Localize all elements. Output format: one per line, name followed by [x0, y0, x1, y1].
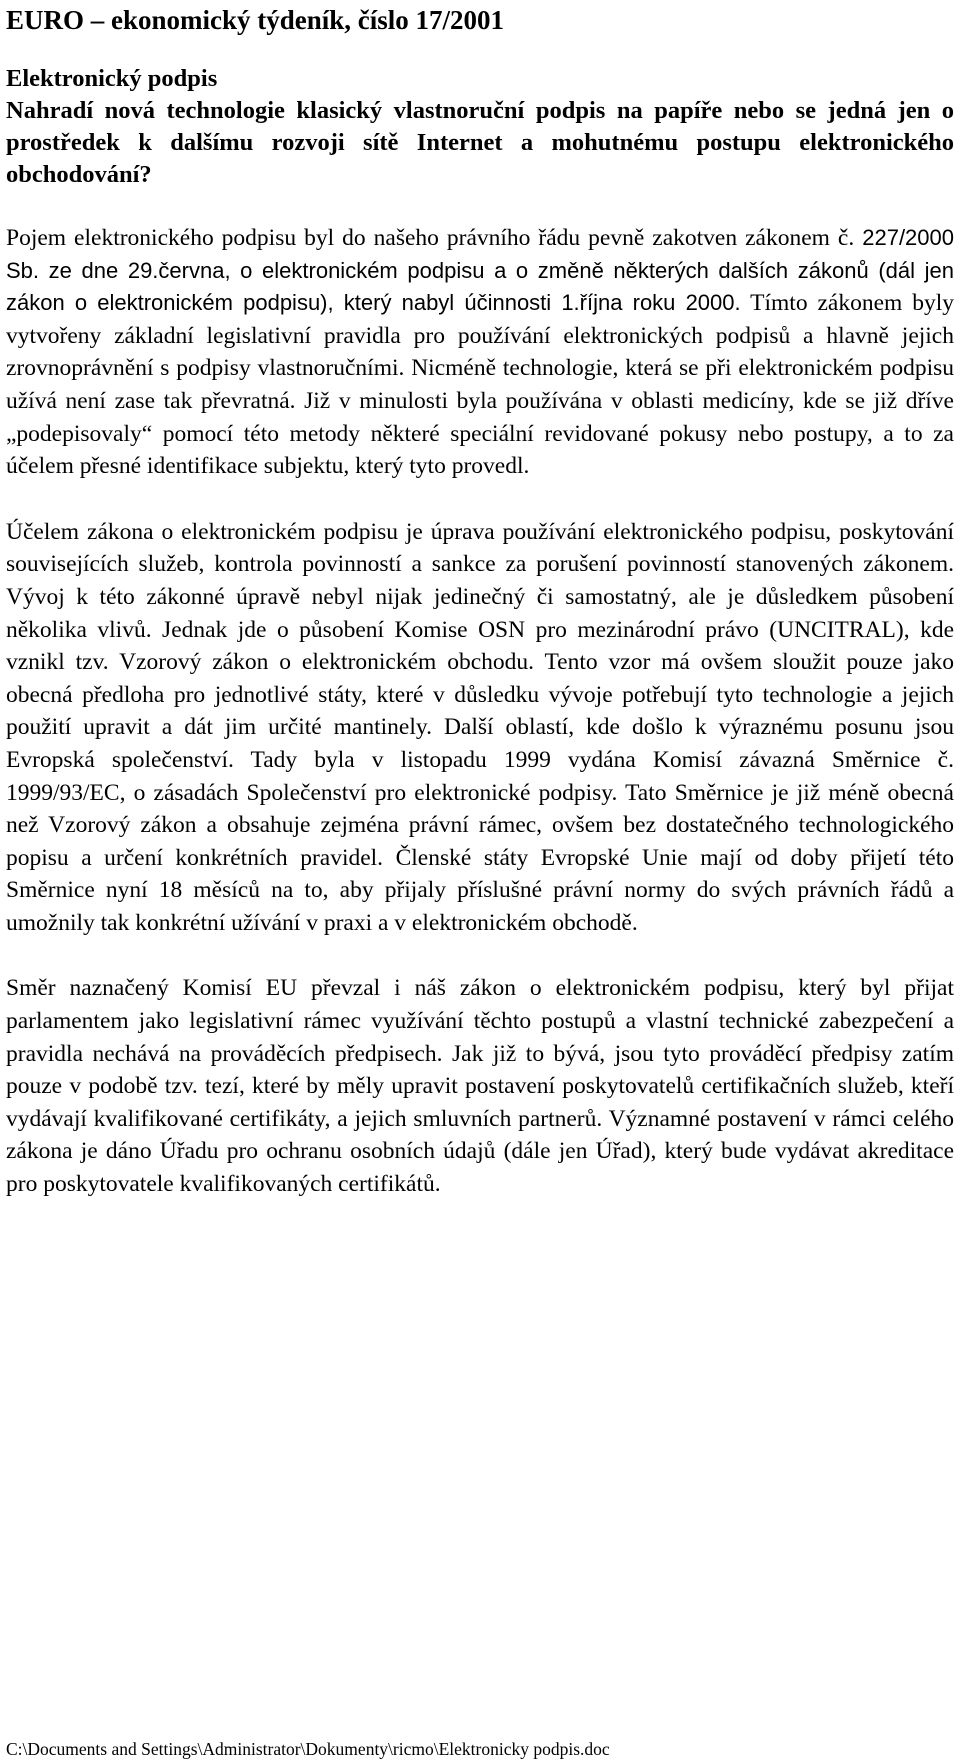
article-subtitle-question: Nahradí nová technologie klasický vlastnoruční podpis na papíře nebo se jedná jen o prostředek k dalšímu rozvoji sítě Internet a mohutnému postupu elektronického obchodování? — [6, 97, 954, 188]
paragraph-1-law-reference: 227/2000 Sb. ze dne 29.června, o elektronickém podpisu a o změně některých dalších zákonů (dál jen zákon o elektronickém podpisu), který nabyl účinnosti 1.října roku 2000. — [6, 225, 954, 316]
paragraph-2: Účelem zákona o elektronickém podpisu je úprava používání elektronického podpisu, poskytování souvisejících služeb, kontrola povinností a sankce za porušení povinností stanovených zákonem. Vývoj k této zákonné úpravě nebyl nijak jedinečný či samostatný, ale je důsledkem působení několika vlivů. Jednak jde o působení Komise OSN pro mezinárodní právo (UNCITRAL), kde vznikl tzv. Vzorový zákon o elektronickém obchodu. Tento vzor má ovšem sloužit pouze jako obecná předloha pro jednotlivé státy, které v důsledku vývoje potřebují tyto technologie a jejich použití upravit a dát jim určité mantinely. Další oblastí, kde došlo k výraznému posunu jsou Evropská společenství. Tady byla v listopadu 1999 vydána Komisí závazná Směrnice č. 1999/93/EC, o zásadách Společenství pro elektronické podpisy. Tato Směrnice je již méně obecná než Vzorový zákon a obsahuje zejména právní rámec, ovšem bez dostatečného technologického popisu a určení konkrétních pravidel. Členské státy Evropské Unie mají od doby přijetí této Směrnice nyní 18 měsíců na to, aby přijaly příslušné právní normy do svých právních řádů a umožnily tak konkrétní užívání v praxi a v elektronickém obchodě. — [6, 518, 954, 936]
masthead: EURO – ekonomický týdeník, číslo 17/2001 — [6, 5, 505, 35]
paragraph-1-rest: Tímto zákonem byly vytvořeny základní legislativní pravidla pro používání elektronických podpisů a hlavně jejich zrovnoprávnění s podpisy vlastnoručními. Nicméně technologie, která se při elektronickém podpisu užívá není zase tak převratná. Již v minulosti byla používána v oblasti medicíny, kde se již dříve „podepisovaly“ pomocí této metody některé speciální revidované pokusy nebo postupy, a to za účelem přesné identifikace subjektu, který tyto provedl. — [6, 290, 955, 480]
headline — [6, 63, 954, 191]
document-page — [6, 0, 954, 1201]
paragraph-3: Směr naznačený Komisí EU převzal i náš zákon o elektronickém podpisu, který byl přijat parlamentem jako legislativní rámec využívání těchto postupů a vlastní technické zabezpečení a pravidla nechává na prováděcích předpisech. Jak již to bývá, jsou tyto prováděcí předpisy zatím pouze v podobě tzv. tezí, které by měly upravit postavení poskytovatelů certifikačních služeb, kteří vydávají kvalifikované certifikáty, a jejich smluvních partnerů. Významné postavení v rámci celého zákona je dáno Úřadu pro ochranu osobních údajů (dále jen Úřad), který bude vydávat akreditace pro poskytovatele kvalifikovaných certifikátů. — [6, 975, 954, 1198]
paragraph-1-lead: Pojem elektronického podpisu byl do našeho právního řádu pevně zakotven zákonem č. — [6, 225, 863, 251]
footer-file-path: C:\Documents and Settings\Administrator\Dokumenty\ricmo\Elektronicky podpis.doc — [6, 1739, 610, 1759]
paragraph-1 — [6, 222, 954, 483]
article-title: Elektronický podpis — [6, 65, 218, 92]
